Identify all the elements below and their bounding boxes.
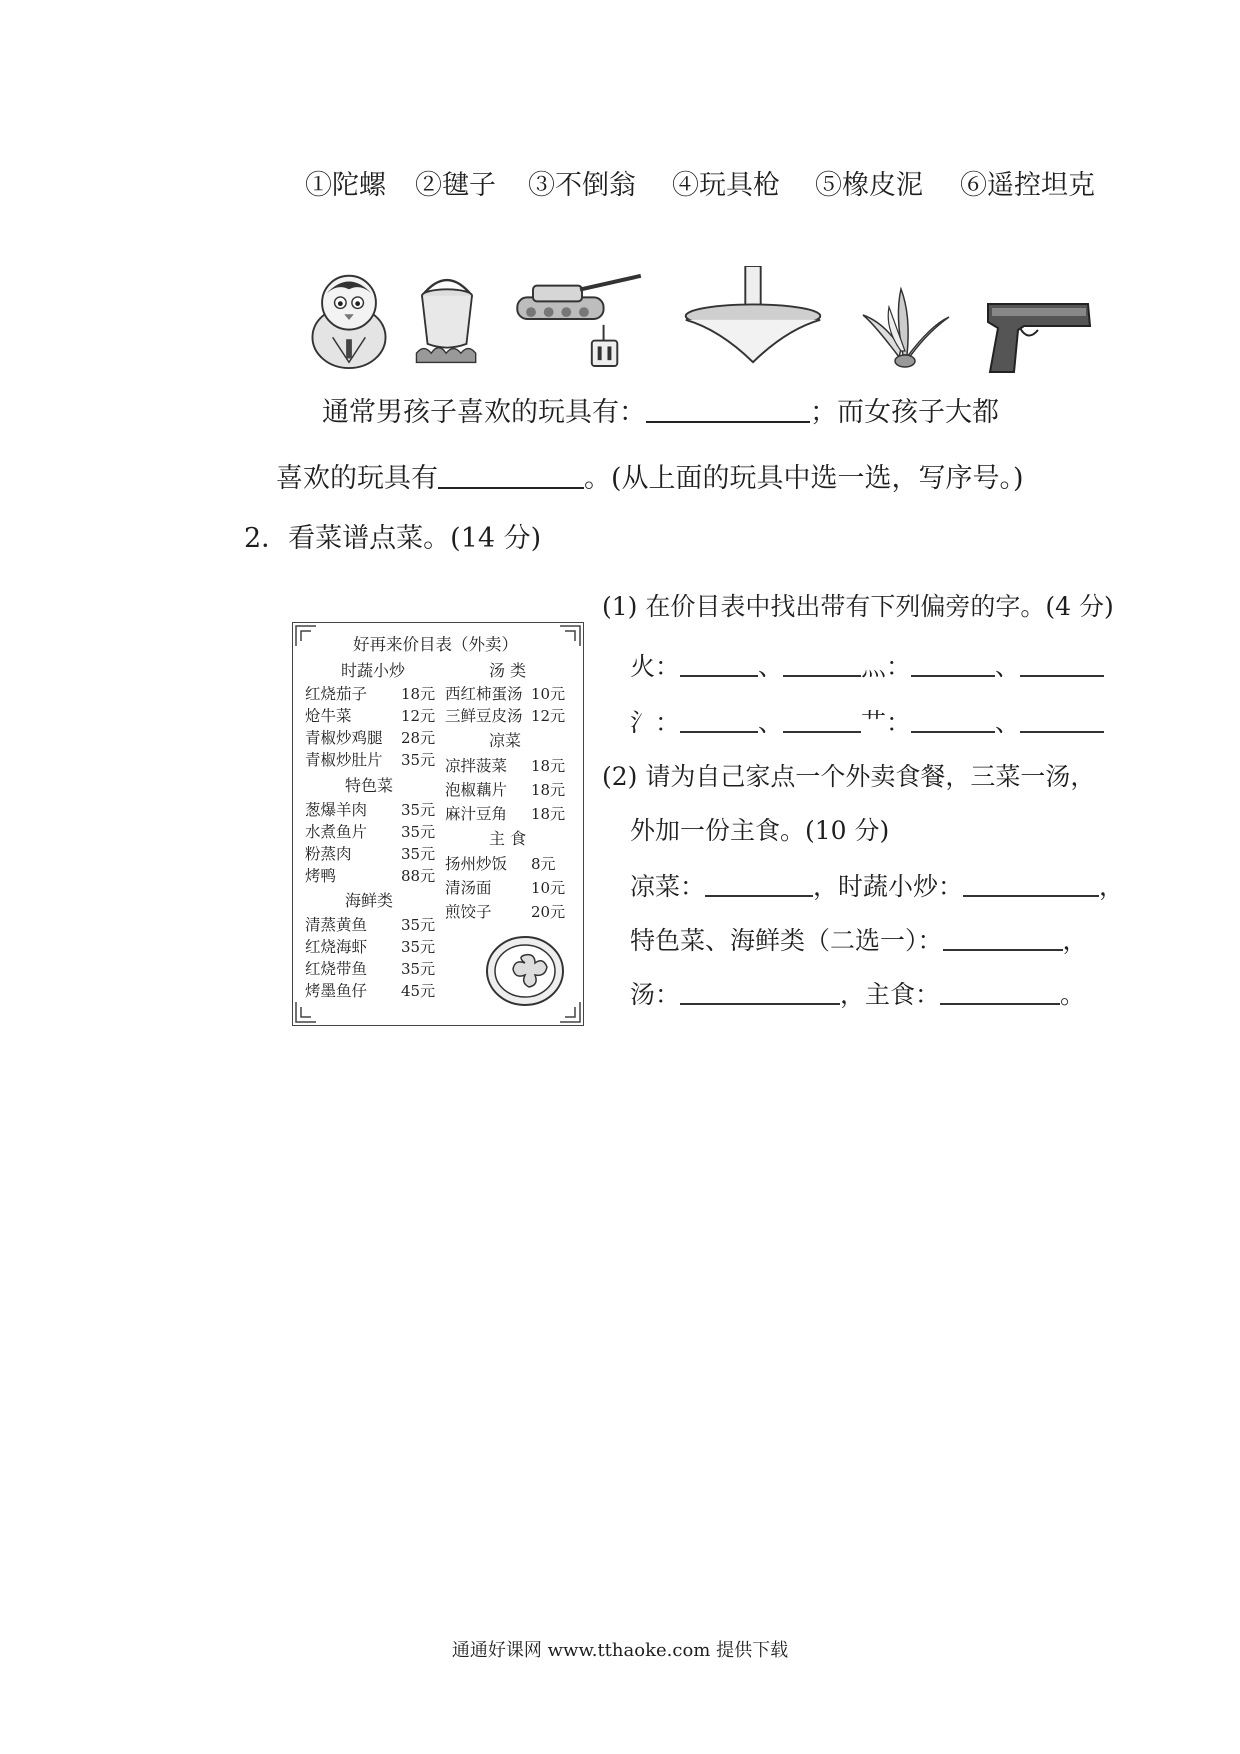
corner-ornament-icon: [295, 625, 317, 647]
menu-item-name: 扬州炒饭: [445, 855, 508, 873]
menu-item-price: 35元: [401, 960, 436, 978]
tumbler-toy-icon: [306, 270, 392, 370]
radical-separator: 、: [758, 708, 784, 737]
radical-blank[interactable]: [680, 711, 758, 733]
menu-section-header: 特色菜: [345, 776, 394, 795]
menu-item-price: 28元: [401, 729, 436, 747]
radical-blank[interactable]: [1020, 711, 1104, 733]
menu-item-price: 10元: [531, 685, 566, 703]
menu-item-price: 18元: [531, 805, 566, 823]
spinning-top-icon: [678, 266, 828, 366]
radical-separator: 、: [995, 708, 1021, 737]
menu-item-name: 水煮鱼片: [305, 823, 368, 841]
menu-item-name: 炝牛菜: [305, 707, 352, 725]
order-punct: ，: [1062, 926, 1088, 955]
soup-blank[interactable]: [680, 983, 840, 1005]
q1-line2-text-a: 喜欢的玩具有: [276, 463, 438, 494]
shuttlecock-icon: [855, 278, 951, 378]
menu-item-name: 粉蒸肉: [305, 845, 352, 863]
q2-sub1: (1) 在价目表中找出带有下列偏旁的字。(4 分): [602, 592, 1114, 621]
menu-item-price: 12元: [401, 707, 436, 725]
order-label-staple: ，主食：: [840, 980, 941, 1009]
q2-title: 2．看菜谱点菜。(14 分): [244, 523, 542, 554]
menu-item-name: 三鲜豆皮汤: [445, 707, 523, 725]
menu-section-header: 汤 类: [489, 661, 527, 680]
menu-item-price: 35元: [401, 916, 436, 934]
menu-item-price: 45元: [401, 982, 436, 1000]
menu-price-list: [292, 622, 584, 1026]
boys-toys-blank[interactable]: [646, 397, 810, 423]
radical-water-label: 氵：: [630, 708, 681, 737]
order-punct: ，: [1099, 872, 1125, 901]
menu-item-price: 35元: [401, 751, 436, 769]
special-dish-blank[interactable]: [943, 929, 1063, 951]
menu-item-name: 麻汁豆角: [445, 805, 508, 823]
menu-item-name: 凉拌菠菜: [445, 757, 508, 775]
girls-toys-blank[interactable]: [438, 463, 584, 489]
toy-option-2: ②毽子: [415, 170, 496, 201]
toy-option-6: ⑥遥控坦克: [960, 170, 1095, 201]
menu-section-header: 海鲜类: [345, 891, 394, 910]
menu-item-price: 20元: [531, 903, 566, 921]
toy-option-3: ③不倒翁: [528, 170, 636, 201]
q1-line1: [322, 397, 999, 426]
q1-line2-text-b: 。(从上面的玩具中选一选，写序号。): [584, 463, 1024, 494]
radical-blank[interactable]: [1020, 655, 1104, 677]
footer-source: 通通好课网 www.tthaoke.com 提供下载: [451, 1640, 789, 1661]
menu-item-name: 西红柿蛋汤: [445, 685, 523, 703]
toy-gun-icon: [984, 288, 1096, 388]
toy-option-1: ①陀螺: [305, 170, 386, 201]
radical-separator: 、: [758, 652, 784, 681]
order-punct: 。: [1060, 980, 1086, 1009]
order-label-special: 特色菜、海鲜类（二选一）：: [630, 926, 943, 955]
menu-item-price: 8元: [531, 855, 556, 873]
q1-line1-text-b: ；而女孩子大都: [810, 397, 999, 428]
menu-title: 好再来价目表（外卖）: [353, 635, 518, 654]
radical-grass-label: 艹：: [861, 708, 912, 737]
order-label-cold-dish: 凉菜：: [630, 872, 706, 901]
radical-row-2: [630, 710, 1104, 735]
menu-item-name: 青椒炒鸡腿: [305, 729, 383, 747]
menu-item-name: 红烧海虾: [305, 938, 368, 956]
menu-item-name: 泡椒藕片: [445, 781, 508, 799]
menu-item-name: 烤墨鱼仔: [305, 982, 368, 1000]
menu-item-price: 35元: [401, 823, 436, 841]
menu-item-name: 清汤面: [445, 879, 492, 897]
staple-food-blank[interactable]: [940, 983, 1060, 1005]
radical-blank[interactable]: [911, 655, 995, 677]
menu-item-price: 12元: [531, 707, 566, 725]
menu-section-header: 凉菜: [489, 731, 522, 750]
radical-fire-label: 火：: [630, 652, 681, 681]
menu-item-name: 红烧带鱼: [305, 960, 368, 978]
menu-item-price: 18元: [531, 757, 566, 775]
radical-row-1: [630, 654, 1104, 679]
radical-blank[interactable]: [680, 655, 758, 677]
menu-item-name: 清蒸黄鱼: [305, 916, 368, 934]
toy-option-4: ④玩具枪: [672, 170, 780, 201]
toy-option-5: ⑤橡皮泥: [815, 170, 923, 201]
menu-item-name: 青椒炒肚片: [305, 751, 383, 769]
order-label-stir-fry: ，时蔬小炒：: [813, 872, 964, 901]
menu-section-header: 时蔬小炒: [341, 661, 406, 680]
radical-blank[interactable]: [783, 711, 861, 733]
stir-fry-blank[interactable]: [963, 875, 1099, 897]
menu-item-price: 35元: [401, 938, 436, 956]
menu-item-price: 35元: [401, 845, 436, 863]
menu-item-price: 35元: [401, 801, 436, 819]
plasticine-bucket-icon: [410, 268, 484, 368]
menu-item-name: 烤鸭: [305, 867, 337, 885]
q2-sub2-line2: 外加一份主食。(10 分): [630, 816, 890, 845]
radical-blank[interactable]: [783, 655, 861, 677]
order-line-3: [630, 982, 1085, 1007]
menu-item-price: 18元: [401, 685, 436, 703]
menu-item-name: 红烧茄子: [305, 685, 368, 703]
q1-line1-text-a: 通常男孩子喜欢的玩具有：: [322, 397, 646, 428]
q2-sub2-line1: (2) 请为自己家点一个外卖食餐，三菜一汤，: [602, 762, 1096, 791]
order-line-2: [630, 928, 1088, 953]
menu-item-price: 10元: [531, 879, 566, 897]
q1-line2: [276, 463, 1024, 492]
menu-section-header: 主 食: [489, 829, 527, 848]
corner-ornament-icon: [295, 1001, 317, 1023]
radical-separator: 、: [995, 652, 1021, 681]
corner-ornament-icon: [559, 625, 581, 647]
cold-dish-blank[interactable]: [705, 875, 813, 897]
order-line-1: [630, 874, 1124, 899]
radical-blank[interactable]: [911, 711, 995, 733]
order-label-soup: 汤：: [630, 980, 681, 1009]
remote-tank-icon: [512, 268, 652, 368]
menu-item-name: 葱爆羊肉: [305, 801, 368, 819]
menu-item-price: 18元: [531, 781, 566, 799]
radical-fire-dots-label: 灬：: [861, 652, 912, 681]
dumpling-plate-icon: [485, 931, 565, 1007]
menu-item-name: 煎饺子: [445, 903, 492, 921]
menu-item-price: 88元: [401, 867, 436, 885]
